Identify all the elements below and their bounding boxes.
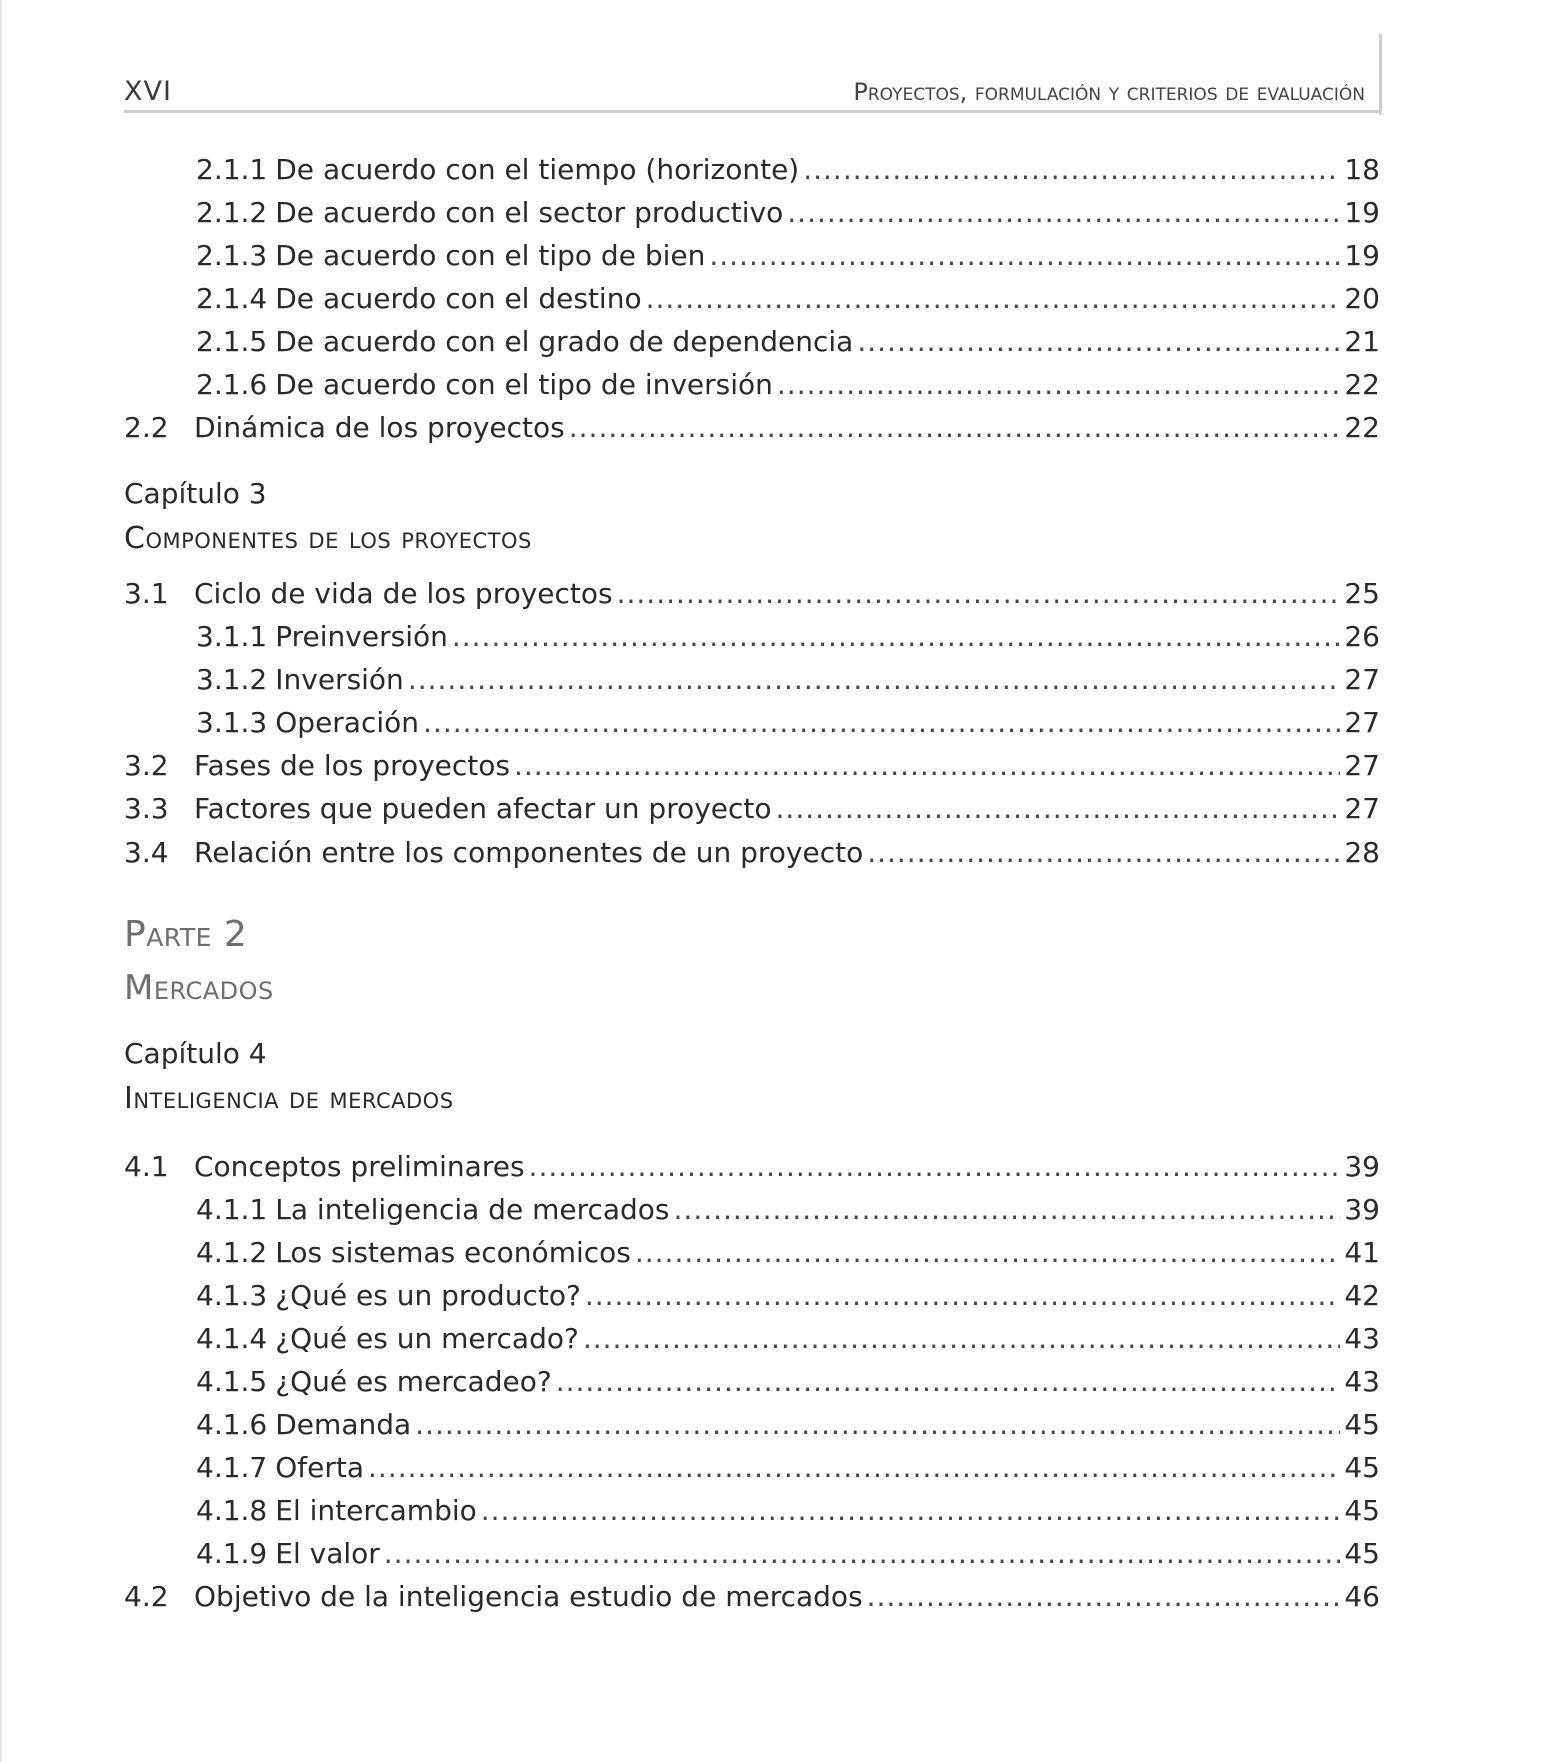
toc-entry-page: 18 [1344, 153, 1380, 186]
toc-entry[interactable] [124, 153, 1380, 189]
toc-entry-page: 26 [1344, 620, 1380, 653]
toc-entry-number: 4.2 [124, 1580, 169, 1613]
toc-entry-title: ¿Qué es un producto? [275, 1279, 581, 1312]
chapter-label: Capítulo 4 [124, 1037, 267, 1070]
toc-entry[interactable] [124, 620, 1380, 656]
toc-entry-page: 39 [1344, 1193, 1380, 1226]
toc-entry-title: Fases de los proyectos [194, 749, 510, 782]
dot-leader [646, 282, 1341, 315]
toc-entry-page: 43 [1344, 1365, 1380, 1398]
toc-entry-page: 43 [1344, 1322, 1380, 1355]
toc-entry-number: 2.1.1 [196, 153, 268, 186]
dot-leader [787, 196, 1340, 229]
toc-entry-title: De acuerdo con el tipo de bien [275, 239, 706, 272]
dot-leader [583, 1322, 1341, 1355]
toc-entry-number: 3.3 [124, 792, 169, 825]
toc-entry-number: 3.1 [124, 577, 169, 610]
dot-leader [635, 1236, 1341, 1269]
toc-entry[interactable] [124, 1408, 1380, 1444]
toc-entry[interactable] [124, 706, 1380, 742]
toc-entry-title: ¿Qué es un mercado? [275, 1322, 579, 1355]
toc-entry-page: 45 [1344, 1451, 1380, 1484]
toc-entry-title: Operación [275, 706, 420, 739]
toc-entry-number: 4.1.1 [196, 1193, 268, 1226]
chapter-title: Componentes de los proyectos [124, 521, 532, 556]
dot-leader [776, 792, 1341, 825]
toc-entry-title: De acuerdo con el tipo de inversión [275, 368, 773, 401]
page-header [124, 70, 1379, 113]
toc-entry-number: 2.1.6 [196, 368, 268, 401]
dot-leader [452, 620, 1341, 653]
dot-leader [423, 706, 1340, 739]
toc-entry-page: 22 [1344, 411, 1380, 444]
toc-entry-page: 19 [1344, 196, 1380, 229]
dot-leader [709, 239, 1340, 272]
toc-entry-number: 4.1.4 [196, 1322, 268, 1355]
toc-entry-title: Conceptos preliminares [194, 1150, 525, 1183]
toc-entry-title: Factores que pueden afectar un proyecto [194, 792, 772, 825]
toc-entry-page: 22 [1344, 368, 1380, 401]
toc-entry-number: 4.1.6 [196, 1408, 268, 1441]
dot-leader [617, 577, 1341, 610]
dot-leader [481, 1494, 1341, 1527]
toc-entry-number: 4.1.7 [196, 1451, 268, 1484]
part-label: Parte 2 [124, 914, 248, 955]
toc-entry-number: 4.1.3 [196, 1279, 268, 1312]
dot-leader [857, 325, 1340, 358]
toc-entry-number: 4.1.5 [196, 1365, 268, 1398]
toc-entry-number: 4.1 [124, 1150, 169, 1183]
chapter-label: Capítulo 3 [124, 477, 267, 510]
toc-entry[interactable] [124, 1322, 1380, 1358]
toc-entry-page: 28 [1344, 836, 1380, 869]
toc-entry[interactable] [124, 577, 1380, 613]
toc-entry[interactable] [124, 749, 1380, 785]
toc-entry-page: 19 [1344, 239, 1380, 272]
toc-entry[interactable] [124, 792, 1380, 828]
toc-entry[interactable] [124, 239, 1380, 275]
toc-entry-page: 39 [1344, 1150, 1380, 1183]
toc-entry-page: 27 [1344, 663, 1380, 696]
dot-leader [529, 1150, 1341, 1183]
toc-entry-number: 3.1.2 [196, 663, 268, 696]
toc-entry[interactable] [124, 836, 1380, 872]
dot-leader [569, 411, 1341, 444]
toc-entry-number: 3.2 [124, 749, 169, 782]
running-title: Proyectos, formulación y criterios de evaluación [853, 78, 1365, 106]
toc-entry-page: 27 [1344, 792, 1380, 825]
toc-entry-number: 3.4 [124, 836, 169, 869]
toc-entry-title: Ciclo de vida de los proyectos [194, 577, 613, 610]
toc-entry-number: 3.1.1 [196, 620, 268, 653]
toc-entry[interactable] [124, 1537, 1380, 1573]
dot-leader [777, 368, 1340, 401]
toc-entry-page: 27 [1344, 706, 1380, 739]
dot-leader [803, 153, 1340, 186]
part-title: Mercados [124, 968, 274, 1008]
toc-entry-title: El valor [275, 1537, 380, 1570]
toc-entry-title: De acuerdo con el grado de dependencia [275, 325, 854, 358]
toc-entry[interactable] [124, 1279, 1380, 1315]
dot-leader [415, 1408, 1340, 1441]
toc-entry-title: Objetivo de la inteligencia estudio de mercados [194, 1580, 863, 1613]
toc-entry-title: De acuerdo con el sector productivo [275, 196, 784, 229]
page-number: XVI [124, 76, 172, 107]
toc-entry-title: Los sistemas económicos [275, 1236, 631, 1269]
toc-entry-title: Relación entre los componentes de un proyecto [194, 836, 864, 869]
toc-entry-page: 45 [1344, 1494, 1380, 1527]
dot-leader [408, 663, 1341, 696]
dot-leader [514, 749, 1340, 782]
toc-entry-number: 2.2 [124, 411, 169, 444]
dot-leader [867, 1580, 1341, 1613]
toc-entry-page: 25 [1344, 577, 1380, 610]
toc-entry[interactable] [124, 663, 1380, 699]
toc-entry-number: 3.1.3 [196, 706, 268, 739]
toc-entry-title: Demanda [275, 1408, 412, 1441]
toc-entry-page: 46 [1344, 1580, 1380, 1613]
toc-entry[interactable] [124, 325, 1380, 361]
toc-entry-title: ¿Qué es mercadeo? [275, 1365, 552, 1398]
toc-entry-title: Oferta [275, 1451, 365, 1484]
toc-entry-page: 27 [1344, 749, 1380, 782]
toc-entry[interactable] [124, 1365, 1380, 1401]
toc-entry[interactable] [124, 196, 1380, 232]
header-rule-edge [1379, 34, 1382, 115]
dot-leader [368, 1451, 1340, 1484]
dot-leader [556, 1365, 1341, 1398]
toc-entry[interactable] [124, 1236, 1380, 1272]
toc-entry[interactable] [124, 282, 1380, 318]
toc-entry-number: 4.1.8 [196, 1494, 268, 1527]
dot-leader [585, 1279, 1341, 1312]
toc-entry-page: 20 [1344, 282, 1380, 315]
toc-entry-page: 45 [1344, 1408, 1380, 1441]
toc-entry-page: 21 [1344, 325, 1380, 358]
page-edge [0, 0, 2, 1762]
toc-entry-page: 42 [1344, 1279, 1380, 1312]
toc-entry-title: Preinversión [275, 620, 448, 653]
toc-entry-number: 4.1.2 [196, 1236, 268, 1269]
dot-leader [867, 836, 1340, 869]
toc-entry[interactable] [124, 1451, 1380, 1487]
toc-entry[interactable] [124, 411, 1380, 447]
toc-entry[interactable] [124, 368, 1380, 404]
toc-entry[interactable] [124, 1150, 1380, 1186]
toc-entry-title: De acuerdo con el tiempo (horizonte) [275, 153, 800, 186]
toc-entry-title: La inteligencia de mercados [275, 1193, 670, 1226]
dot-leader [674, 1193, 1341, 1226]
toc-entry-number: 2.1.4 [196, 282, 268, 315]
toc-entry-title: El intercambio [275, 1494, 477, 1527]
toc-entry-title: Inversión [275, 663, 404, 696]
toc-entry-number: 2.1.5 [196, 325, 268, 358]
toc-entry-title: Dinámica de los proyectos [194, 411, 565, 444]
toc-entry-number: 2.1.2 [196, 196, 268, 229]
toc-entry-title: De acuerdo con el destino [275, 282, 642, 315]
toc-entry[interactable] [124, 1494, 1380, 1530]
toc-entry[interactable] [124, 1580, 1380, 1616]
dot-leader [384, 1537, 1341, 1570]
toc-entry[interactable] [124, 1193, 1380, 1229]
toc-entry-page: 41 [1344, 1236, 1380, 1269]
toc-entry-number: 2.1.3 [196, 239, 268, 272]
chapter-title: Inteligencia de mercados [124, 1081, 454, 1116]
toc-entry-number: 4.1.9 [196, 1537, 268, 1570]
toc-entry-page: 45 [1344, 1537, 1380, 1570]
